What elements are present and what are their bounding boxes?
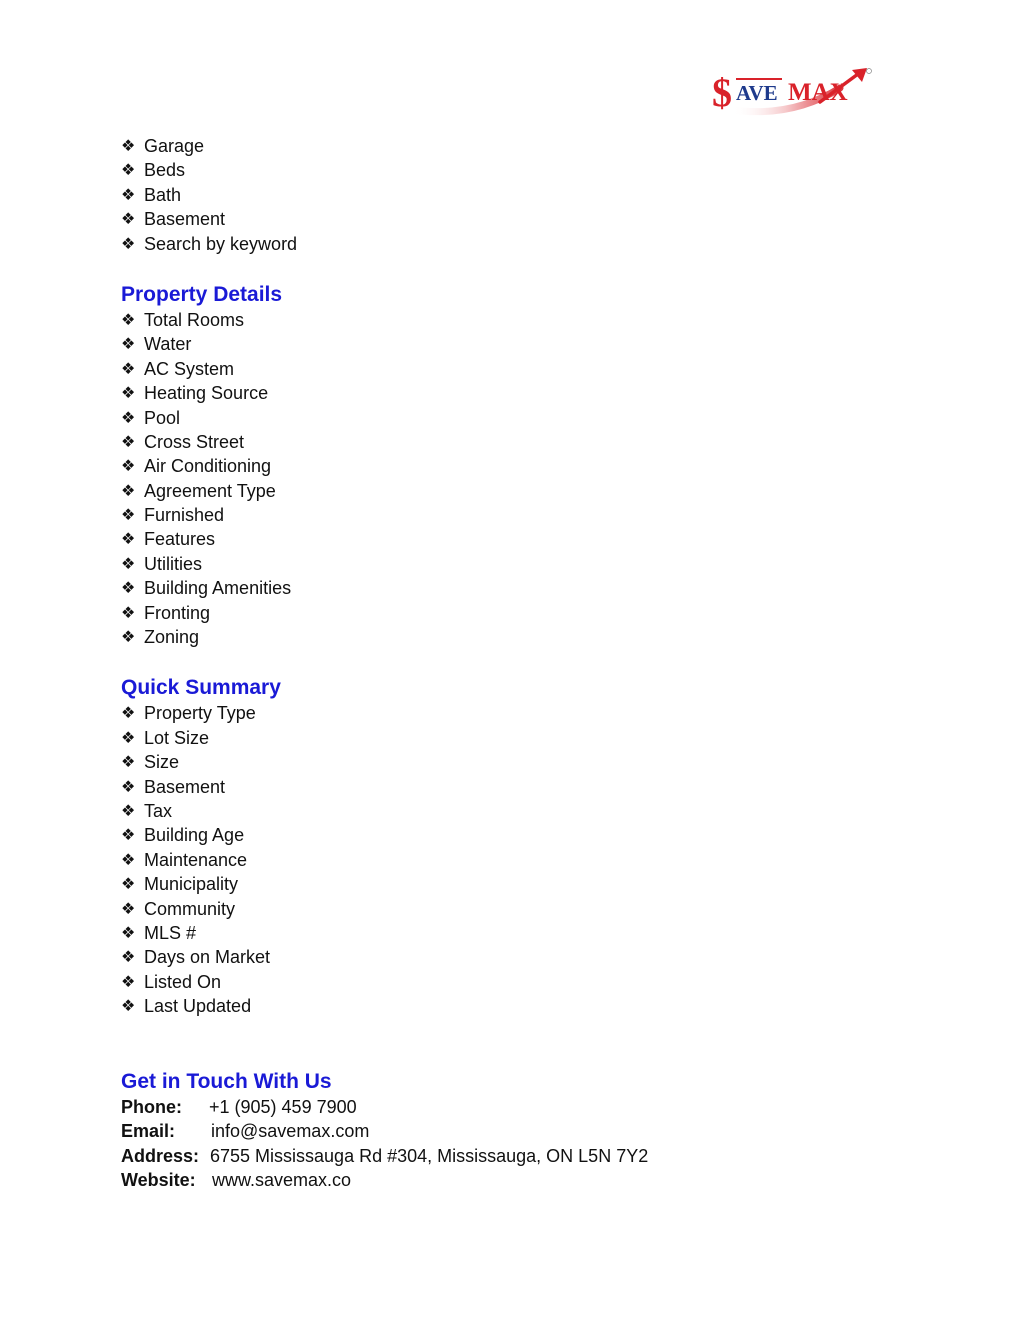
quick-summary-item xyxy=(121,872,921,896)
property-detail-item xyxy=(121,308,921,332)
quick-summary-item xyxy=(121,799,921,823)
property-detail-item xyxy=(121,625,921,649)
property-detail-item-label: Pool xyxy=(144,407,181,428)
diamond-bullet-icon: ❖ xyxy=(121,407,136,427)
quick-summary-item-label: Size xyxy=(144,752,180,773)
save-max-logo-graphic xyxy=(712,66,874,116)
phone-value: +1 (905) 459 7900 xyxy=(209,1096,357,1117)
website-row xyxy=(121,1168,921,1193)
quick-summary-item-label: Listed On xyxy=(144,971,222,992)
diamond-bullet-icon: ❖ xyxy=(121,825,136,845)
diamond-bullet-icon: ❖ xyxy=(121,456,136,476)
property-detail-item xyxy=(121,406,921,430)
email-value: info@savemax.com xyxy=(211,1121,370,1141)
diamond-bullet-icon: ❖ xyxy=(121,529,136,549)
search-feature-item-label: Beds xyxy=(144,160,186,181)
save-max-logo xyxy=(712,66,874,116)
property-detail-item-label: Features xyxy=(144,529,216,550)
diamond-bullet-icon: ❖ xyxy=(121,849,136,869)
email-label: Email: xyxy=(121,1121,176,1141)
search-feature-item xyxy=(121,134,921,158)
diamond-bullet-icon: ❖ xyxy=(121,776,136,796)
phone-label: Phone: xyxy=(121,1096,182,1117)
quick-summary-item-label: Maintenance xyxy=(144,849,248,870)
svg-text:MAX: MAX xyxy=(788,79,848,106)
diamond-bullet-icon: ❖ xyxy=(121,578,136,598)
diamond-bullet-icon: ❖ xyxy=(121,996,136,1016)
diamond-bullet-icon: ❖ xyxy=(121,480,136,500)
quick-summary-item-label: Days on Market xyxy=(144,947,271,968)
svg-text:$: $ xyxy=(712,70,732,115)
diamond-bullet-icon: ❖ xyxy=(121,874,136,894)
diamond-bullet-icon: ❖ xyxy=(121,505,136,525)
quick-summary-item-label: Last Updated xyxy=(144,996,252,1017)
document-body xyxy=(121,134,921,1193)
property-detail-item xyxy=(121,552,921,576)
property-detail-item-label: Total Rooms xyxy=(144,309,245,330)
property-detail-item-label: Heating Source xyxy=(144,383,269,404)
website-label: Website: xyxy=(121,1170,196,1190)
diamond-bullet-icon: ❖ xyxy=(121,160,136,180)
property-detail-item-label: Cross Street xyxy=(144,431,245,452)
diamond-bullet-icon: ❖ xyxy=(121,602,136,622)
quick-summary-item-label: Basement xyxy=(144,776,226,797)
diamond-bullet-icon: ❖ xyxy=(121,727,136,747)
quick-summary-item xyxy=(121,701,921,725)
quick-summary-item-label: Property Type xyxy=(144,703,256,724)
diamond-bullet-icon: ❖ xyxy=(121,184,136,204)
contact-heading: Get in Touch With Us xyxy=(121,1069,332,1093)
property-detail-item xyxy=(121,576,921,600)
search-feature-item xyxy=(121,183,921,207)
search-feature-item xyxy=(121,207,921,231)
quick-summary-item-label: Lot Size xyxy=(144,727,210,748)
diamond-bullet-icon: ❖ xyxy=(121,752,136,772)
quick-summary-item-label: Building Age xyxy=(144,825,245,846)
diamond-bullet-icon: ❖ xyxy=(121,431,136,451)
diamond-bullet-icon: ❖ xyxy=(121,358,136,378)
quick-summary-heading: Quick Summary xyxy=(121,676,281,700)
property-detail-item-label: Building Amenities xyxy=(144,578,292,599)
property-detail-item-label: Air Conditioning xyxy=(144,456,272,477)
diamond-bullet-icon: ❖ xyxy=(121,383,136,403)
quick-summary-item xyxy=(121,726,921,750)
diamond-bullet-icon: ❖ xyxy=(121,334,136,354)
quick-summary-item-label: Municipality xyxy=(144,874,239,895)
property-detail-item-label: Zoning xyxy=(144,627,200,648)
diamond-bullet-icon: ❖ xyxy=(121,553,136,573)
property-detail-item-label: Utilities xyxy=(144,553,203,574)
quick-summary-item-label: MLS # xyxy=(144,922,197,943)
diamond-bullet-icon: ❖ xyxy=(121,922,136,942)
quick-summary-item xyxy=(121,897,921,921)
quick-summary-item xyxy=(121,945,921,969)
quick-summary-item xyxy=(121,994,921,1018)
diamond-bullet-icon: ❖ xyxy=(121,800,136,820)
address-row xyxy=(121,1144,921,1169)
diamond-bullet-icon: ❖ xyxy=(121,627,136,647)
diamond-bullet-icon: ❖ xyxy=(121,209,136,229)
quick-summary-item xyxy=(121,970,921,994)
address-label: Address: xyxy=(121,1145,200,1166)
quick-summary-item xyxy=(121,750,921,774)
property-detail-item-label: Furnished xyxy=(144,505,225,526)
diamond-bullet-icon: ❖ xyxy=(121,703,136,723)
quick-summary-item-label: Community xyxy=(144,898,236,919)
property-detail-item xyxy=(121,381,921,405)
quick-summary-item xyxy=(121,921,921,945)
search-feature-item-label: Search by keyword xyxy=(144,233,298,254)
property-detail-item xyxy=(121,601,921,625)
quick-summary-list xyxy=(121,701,921,1018)
diamond-bullet-icon: ❖ xyxy=(121,233,136,253)
search-feature-item-label: Basement xyxy=(144,209,226,230)
diamond-bullet-icon: ❖ xyxy=(121,971,136,991)
svg-text:AVE: AVE xyxy=(736,81,778,105)
property-detail-item xyxy=(121,357,921,381)
property-detail-item-label: AC System xyxy=(144,358,235,379)
property-detail-item-label: Agreement Type xyxy=(144,480,276,501)
search-feature-item-label: Garage xyxy=(144,136,205,156)
address-value: 6755 Mississauga Rd #304, Mississauga, ON L5N 7Y2 xyxy=(210,1145,649,1166)
website-value: www.savemax.co xyxy=(212,1170,352,1190)
quick-summary-item xyxy=(121,823,921,847)
diamond-bullet-icon: ❖ xyxy=(121,309,136,329)
quick-summary-item-label: Tax xyxy=(144,800,173,821)
search-feature-item xyxy=(121,232,921,256)
search-feature-item xyxy=(121,158,921,182)
diamond-bullet-icon: ❖ xyxy=(121,898,136,918)
diamond-bullet-icon: ❖ xyxy=(121,136,136,155)
property-details-list xyxy=(121,308,921,649)
email-row xyxy=(121,1119,921,1144)
property-details-heading: Property Details xyxy=(121,282,283,306)
search-features-list xyxy=(121,134,921,256)
property-detail-item xyxy=(121,503,921,527)
quick-summary-item xyxy=(121,775,921,799)
property-detail-item xyxy=(121,430,921,454)
diamond-bullet-icon: ❖ xyxy=(121,947,136,967)
property-detail-item xyxy=(121,527,921,551)
property-detail-item-label: Water xyxy=(144,334,192,355)
phone-row xyxy=(121,1095,921,1120)
quick-summary-item xyxy=(121,848,921,872)
property-detail-item xyxy=(121,479,921,503)
search-feature-item-label: Bath xyxy=(144,184,182,205)
property-detail-item-label: Fronting xyxy=(144,602,211,623)
property-detail-item xyxy=(121,454,921,478)
property-detail-item xyxy=(121,332,921,356)
